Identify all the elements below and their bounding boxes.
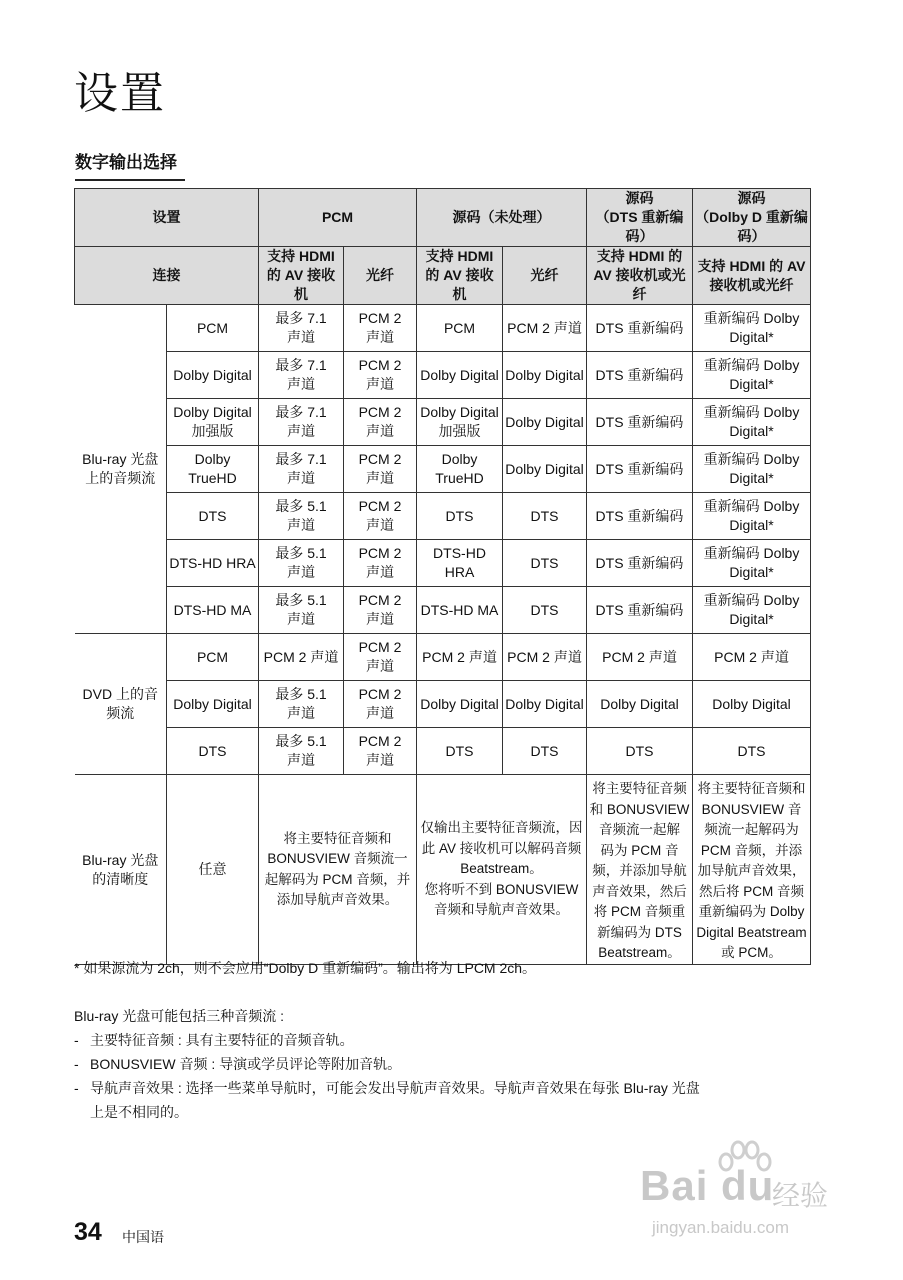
watermark-url: jingyan.baidu.com [652,1218,790,1237]
cell-pcm-hdmi: 最多 5.1 声道 [259,493,344,540]
cell-dolby: PCM 2 声道 [693,634,811,681]
cell-dolby: 重新编码 Dolby Digital* [693,493,811,540]
cell-format: 任意 [167,775,259,965]
table-row [75,634,811,681]
header-connection: 连接 [75,247,259,305]
cell-raw-hdmi: PCM [417,305,503,352]
header-row-connection [75,247,811,305]
cell-raw-hdmi: PCM 2 声道 [417,634,503,681]
cell-pcm-hdmi: 最多 7.1 声道 [259,399,344,446]
page-number: 34 [74,1218,102,1246]
cell-dts: DTS 重新编码 [587,587,693,634]
cell-pcm-hdmi: 最多 7.1 声道 [259,305,344,352]
cell-pcm-optical: PCM 2 声道 [344,305,417,352]
cell-dts: DTS 重新编码 [587,540,693,587]
cell-pcm-optical: PCM 2 声道 [344,446,417,493]
audio-stream-list [74,1028,700,1124]
cell-format: DTS-HD MA [167,587,259,634]
watermark-logo: Bai du [640,1162,775,1209]
cell-format: PCM [167,305,259,352]
cell-pcm-hdmi: 最多 5.1 声道 [259,540,344,587]
cell-dts: DTS [587,728,693,775]
cell-dts: DTS 重新编码 [587,305,693,352]
group-label-dvd: DVD 上的音 频流 [75,634,167,775]
cell-raw-optical: PCM 2 声道 [503,305,587,352]
cell-pcm-hdmi: PCM 2 声道 [259,634,344,681]
cell-pcm-optical: PCM 2 声道 [344,352,417,399]
cell-dolby: DTS [693,728,811,775]
cell-raw-optical: PCM 2 声道 [503,634,587,681]
table-row [75,493,811,540]
header-source-dolby: 源码 （Dolby D 重新编码） [693,189,811,247]
group-label-bluray: Blu-ray 光盘 上的音频流 [75,305,167,634]
cell-dts: DTS 重新编码 [587,493,693,540]
cell-pcm-optical: PCM 2 声道 [344,493,417,540]
cell-dts: Dolby Digital [587,681,693,728]
watermark-cn: 经验 [772,1180,829,1211]
header-pcm-optical: 光纤 [344,247,417,305]
cell-dts: PCM 2 声道 [587,634,693,681]
header-source-dts: 源码 （DTS 重新编码） [587,189,693,247]
cell-pcm-optical: PCM 2 声道 [344,399,417,446]
header-source-raw: 源码（未处理） [417,189,587,247]
cell-pcm-description: 将主要特征音频和 BONUSVIEW 音频流一 起解码为 PCM 音频，并 添加导航声音效果。 [259,775,417,965]
cell-raw-hdmi: Dolby Digital [417,352,503,399]
cell-dolby: 重新编码 Dolby Digital* [693,540,811,587]
table-row [75,728,811,775]
cell-format: Dolby Digital [167,681,259,728]
cell-dts: DTS 重新编码 [587,352,693,399]
cell-pcm-hdmi: 最多 5.1 声道 [259,681,344,728]
group-label-bluray-resolution: Blu-ray 光盘 的清晰度 [75,775,167,965]
list-item: - BONUSVIEW 音频 : 导演或学员评论等附加音轨。 [74,1056,402,1072]
cell-format: DTS-HD HRA [167,540,259,587]
cell-pcm-optical: PCM 2 声道 [344,681,417,728]
header-raw-hdmi: 支持 HDMI 的 AV 接收机 [417,247,503,305]
cell-dolby: 重新编码 Dolby Digital* [693,352,811,399]
header-raw-optical: 光纤 [503,247,587,305]
cell-dolby: 重新编码 Dolby Digital* [693,305,811,352]
cell-pcm-optical: PCM 2 声道 [344,540,417,587]
cell-raw-hdmi: DTS [417,493,503,540]
table-row [75,446,811,493]
cell-pcm-hdmi: 最多 7.1 声道 [259,446,344,493]
list-item: - 主要特征音频 : 具有主要特征的音频音轨。 [74,1032,354,1048]
cell-raw-hdmi: Dolby Digital [417,681,503,728]
cell-raw-hdmi: DTS [417,728,503,775]
table-row [75,587,811,634]
header-row-settings [75,189,811,247]
section-title: 数字输出选择 [75,148,185,181]
cell-format: DTS [167,728,259,775]
cell-dolby: 重新编码 Dolby Digital* [693,587,811,634]
digital-output-table [74,188,811,965]
cell-raw-hdmi: DTS-HD MA [417,587,503,634]
header-settings: 设置 [75,189,259,247]
cell-raw-hdmi: Dolby TrueHD [417,446,503,493]
cell-pcm-optical: PCM 2 声道 [344,587,417,634]
baidu-watermark [640,1150,860,1250]
cell-raw-optical: DTS [503,493,587,540]
table-row-bluray-resolution [75,775,811,965]
cell-raw-hdmi: DTS-HD HRA [417,540,503,587]
header-dts-connection: 支持 HDMI 的 AV 接收机或光纤 [587,247,693,305]
cell-dts-description: 将主要特征音频 和 BONUSVIEW 音频流一起解 码为 PCM 音 频，并添加导航 声音效果，然后 将 PCM 音频重 新编码为 DTS Beatstream。 [587,775,693,965]
header-dolby-connection: 支持 HDMI 的 AV 接收机或光纤 [693,247,811,305]
cell-pcm-optical: PCM 2 声道 [344,728,417,775]
cell-raw-optical: DTS [503,587,587,634]
cell-dolby: 重新编码 Dolby Digital* [693,399,811,446]
cell-raw-optical: DTS [503,540,587,587]
cell-pcm-hdmi: 最多 5.1 声道 [259,728,344,775]
cell-dolby: Dolby Digital [693,681,811,728]
footnote: * 如果源流为 2ch，则不会应用“Dolby D 重新编码”。输出将为 LPCM 2ch。 [74,960,537,976]
cell-raw-description: 仅输出主要特征音频流，因 此 AV 接收机可以解码音频 Beatstream。 您将听不到 BONUSVIEW 音频和导航声音效果。 [417,775,587,965]
cell-dolby-description: 将主要特征音频和 BONUSVIEW 音 频流一起解码为 PCM 音频，并添 加导航声音效果， 然后将 PCM 音频 重新编码为 Dolby Digital Beatstream 或 PCM。 [693,775,811,965]
table-row [75,681,811,728]
cell-dolby: 重新编码 Dolby Digital* [693,446,811,493]
cell-raw-hdmi: Dolby Digital 加强版 [417,399,503,446]
table-row [75,352,811,399]
cell-raw-optical: Dolby Digital [503,352,587,399]
cell-raw-optical: Dolby Digital [503,681,587,728]
header-pcm-hdmi: 支持 HDMI 的 AV 接收机 [259,247,344,305]
intro-lead: Blu-ray 光盘可能包括三种音频流 : [74,1008,285,1024]
cell-pcm-hdmi: 最多 5.1 声道 [259,587,344,634]
page-title: 设置 [74,69,166,118]
table-row [75,540,811,587]
table-row [75,305,811,352]
audio-stream-intro [74,1004,700,1124]
table-row [75,399,811,446]
page-language: 中国语 [122,1229,164,1245]
cell-format: PCM [167,634,259,681]
cell-format: Dolby Digital [167,352,259,399]
cell-raw-optical: DTS [503,728,587,775]
cell-format: DTS [167,493,259,540]
cell-format: Dolby TrueHD [167,446,259,493]
cell-raw-optical: Dolby Digital [503,446,587,493]
cell-dts: DTS 重新编码 [587,399,693,446]
cell-pcm-optical: PCM 2 声道 [344,634,417,681]
cell-pcm-hdmi: 最多 7.1 声道 [259,352,344,399]
header-pcm: PCM [259,189,417,247]
cell-raw-optical: Dolby Digital [503,399,587,446]
cell-format: Dolby Digital 加强版 [167,399,259,446]
cell-dts: DTS 重新编码 [587,446,693,493]
list-item: - 导航声音效果 : 选择一些菜单导航时，可能会发出导航声音效果。导航声音效果在每张 Blu-ray 光盘 上是不相同的。 [74,1080,700,1120]
